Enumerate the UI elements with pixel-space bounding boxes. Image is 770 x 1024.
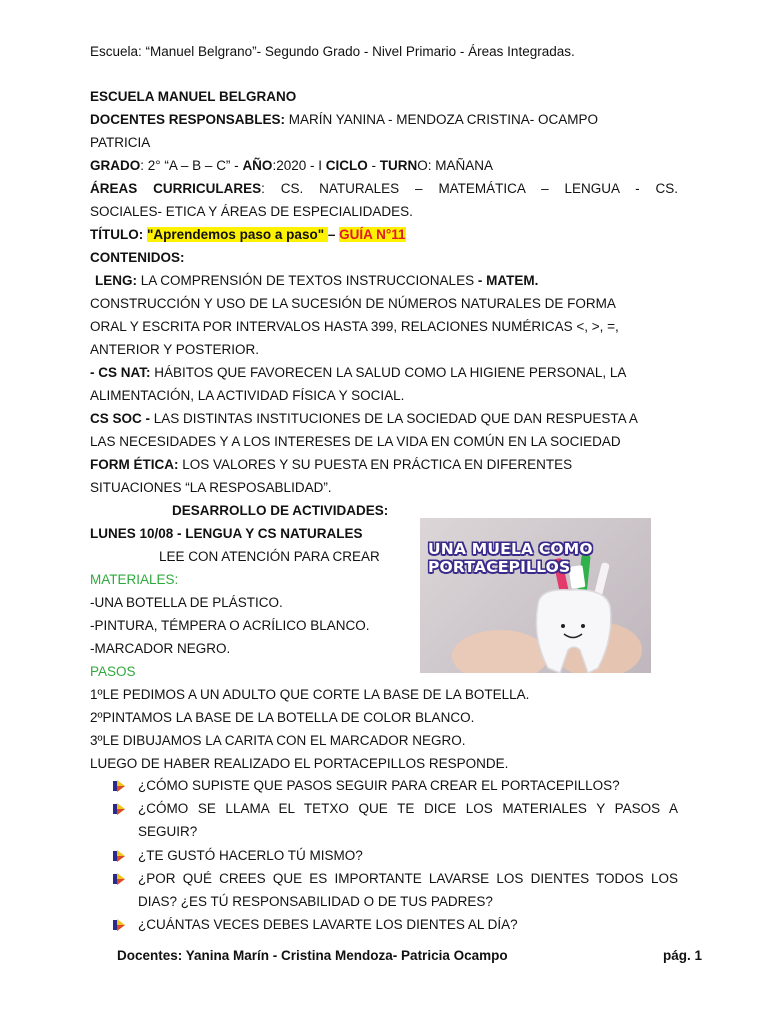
csnat-label: - CS NAT: xyxy=(90,365,151,380)
csnat-text: HÁBITOS QUE FAVORECEN LA SALUD COMO LA HIGIENE PERSONAL, LA xyxy=(150,365,627,380)
cssoc-text: LAS DISTINTAS INSTITUCIONES DE LA SOCIEDAD QUE DAN RESPUESTA A xyxy=(150,411,638,426)
question-4-cont: DIAS? ¿ES TÚ RESPONSABILIDAD O DE TUS PADRES? xyxy=(138,894,493,909)
titulo-sep: – xyxy=(327,227,340,242)
page-header: Escuela: “Manuel Belgrano”- Segundo Grado - Nivel Primario - Áreas Integradas. xyxy=(90,44,575,59)
matem-line-2: ORAL Y ESCRITA POR INTERVALOS HASTA 399, RELACIONES NUMÉRICAS <, >, =, xyxy=(90,319,619,334)
leng-line xyxy=(95,273,538,289)
material-item: -PINTURA, TÉMPERA O ACRÍLICO BLANCO. xyxy=(90,618,370,633)
grado-line xyxy=(90,158,493,174)
arrow-bullet-icon xyxy=(112,779,126,793)
material-item: -UNA BOTELLA DE PLÁSTICO. xyxy=(90,595,283,610)
contenidos-label: CONTENIDOS: xyxy=(90,250,185,265)
ano-label: AÑO xyxy=(242,158,273,173)
grado-value: : 2° “A – B – C” - xyxy=(140,158,243,173)
lee-instruction: LEE CON ATENCIÓN PARA CREAR xyxy=(159,549,380,564)
cssoc-line-2: LAS NECESIDADES Y A LOS INTERESES DE LA VIDA EN COMÚN EN LA SOCIEDAD xyxy=(90,434,621,449)
question-2: ¿CÓMO SE LLAMA EL TETXO QUE TE DICE LOS MATERIALES Y PASOS A xyxy=(138,801,678,816)
titulo-label: TÍTULO: xyxy=(90,227,147,242)
areas-line xyxy=(90,181,678,197)
image-title-line-1: UNA MUELA COMO xyxy=(428,540,593,558)
materiales-label: MATERIALES: xyxy=(90,572,179,587)
arrow-bullet-icon xyxy=(112,849,126,863)
csnat-line-2: ALIMENTACIÓN, LA ACTIVIDAD FÍSICA Y SOCIAL. xyxy=(90,388,405,403)
turno-value: O: MAÑANA xyxy=(417,158,493,173)
footer-docentes: Docentes: Yanina Marín - Cristina Mendoza- Patricia Ocampo xyxy=(117,948,508,963)
lunes-heading: LUNES 10/08 - LENGUA Y CS NATURALES xyxy=(90,526,363,541)
areas-value-cont: SOCIALES- ETICA Y ÁREAS DE ESPECIALIDADES. xyxy=(90,204,413,219)
docentes-label: DOCENTES RESPONSABLES: xyxy=(90,112,286,127)
leng-label: LENG: xyxy=(95,273,137,288)
matem-line-3: ANTERIOR Y POSTERIOR. xyxy=(90,342,260,357)
paso-item: 1ºLE PEDIMOS A UN ADULTO QUE CORTE LA BASE DE LA BOTELLA. xyxy=(90,687,530,702)
image-title-line-2: PORTACEPILLOS xyxy=(428,558,571,576)
luego-line: LUEGO DE HABER REALIZADO EL PORTACEPILLOS RESPONDE. xyxy=(90,756,509,771)
titulo-line xyxy=(90,227,406,243)
matem-label: - MATEM. xyxy=(477,273,539,288)
turno-label: TURN xyxy=(379,158,418,173)
arrow-bullet-icon xyxy=(112,918,126,932)
desarrollo-heading: DESARROLLO DE ACTIVIDADES: xyxy=(172,503,389,518)
arrow-bullet-icon xyxy=(112,872,126,886)
question-4: ¿POR QUÉ CREES QUE ES IMPORTANTE LAVARSE LOS DIENTES TODOS LOS xyxy=(138,871,678,886)
docentes-value: MARÍN YANINA - MENDOZA CRISTINA- OCAMPO xyxy=(285,112,599,127)
question-3: ¿TE GUSTÓ HACERLO TÚ MISMO? xyxy=(138,848,363,863)
tooth-holder-image xyxy=(420,518,651,673)
docentes-line xyxy=(90,112,598,128)
cssoc-label: CS SOC - xyxy=(90,411,151,426)
form-etica-line xyxy=(90,457,572,473)
cssoc-line xyxy=(90,411,638,427)
areas-value: : CS. NATURALES – MATEMÁTICA – LENGUA - CS. xyxy=(261,181,678,196)
grado-label: GRADO xyxy=(90,158,141,173)
ciclo-sep: - xyxy=(367,158,380,173)
pasos-label: PASOS xyxy=(90,664,136,679)
arrow-bullet-icon xyxy=(112,802,126,816)
question-1: ¿CÓMO SUPISTE QUE PASOS SEGUIR PARA CREAR EL PORTACEPILLOS? xyxy=(138,778,620,793)
material-item: -MARCADOR NEGRO. xyxy=(90,641,231,656)
ano-value: :2020 - I xyxy=(272,158,326,173)
csnat-line xyxy=(90,365,626,381)
form-etica-label: FORM ÉTICA: xyxy=(90,457,179,472)
school-name: ESCUELA MANUEL BELGRANO xyxy=(90,89,297,104)
question-5: ¿CUÁNTAS VECES DEBES LAVARTE LOS DIENTES AL DÍA? xyxy=(138,917,518,932)
docentes-value-cont: PATRICIA xyxy=(90,135,151,150)
form-etica-text: LOS VALORES Y SU PUESTA EN PRÁCTICA EN DIFERENTES xyxy=(178,457,573,472)
guia-number: GUÍA N°11 xyxy=(339,227,406,242)
titulo-value: "Aprendemos paso a paso" xyxy=(147,227,328,242)
areas-label: ÁREAS CURRICULARES xyxy=(90,181,262,196)
paso-item: 3ºLE DIBUJAMOS LA CARITA CON EL MARCADOR NEGRO. xyxy=(90,733,466,748)
matem-line-1: CONSTRUCCIÓN Y USO DE LA SUCESIÓN DE NÚMEROS NATURALES DE FORMA xyxy=(90,296,616,311)
question-2-cont: SEGUIR? xyxy=(138,824,198,839)
footer-page-number: pág. 1 xyxy=(663,948,703,963)
leng-text: LA COMPRENSIÓN DE TEXTOS INSTRUCCIONALES xyxy=(137,273,478,288)
ciclo-label: CICLO xyxy=(325,158,368,173)
form-etica-line-2: SITUACIONES “LA RESPOSABLIDAD”. xyxy=(90,480,332,495)
image-title xyxy=(428,540,603,576)
paso-item: 2ºPINTAMOS LA BASE DE LA BOTELLA DE COLOR BLANCO. xyxy=(90,710,475,725)
